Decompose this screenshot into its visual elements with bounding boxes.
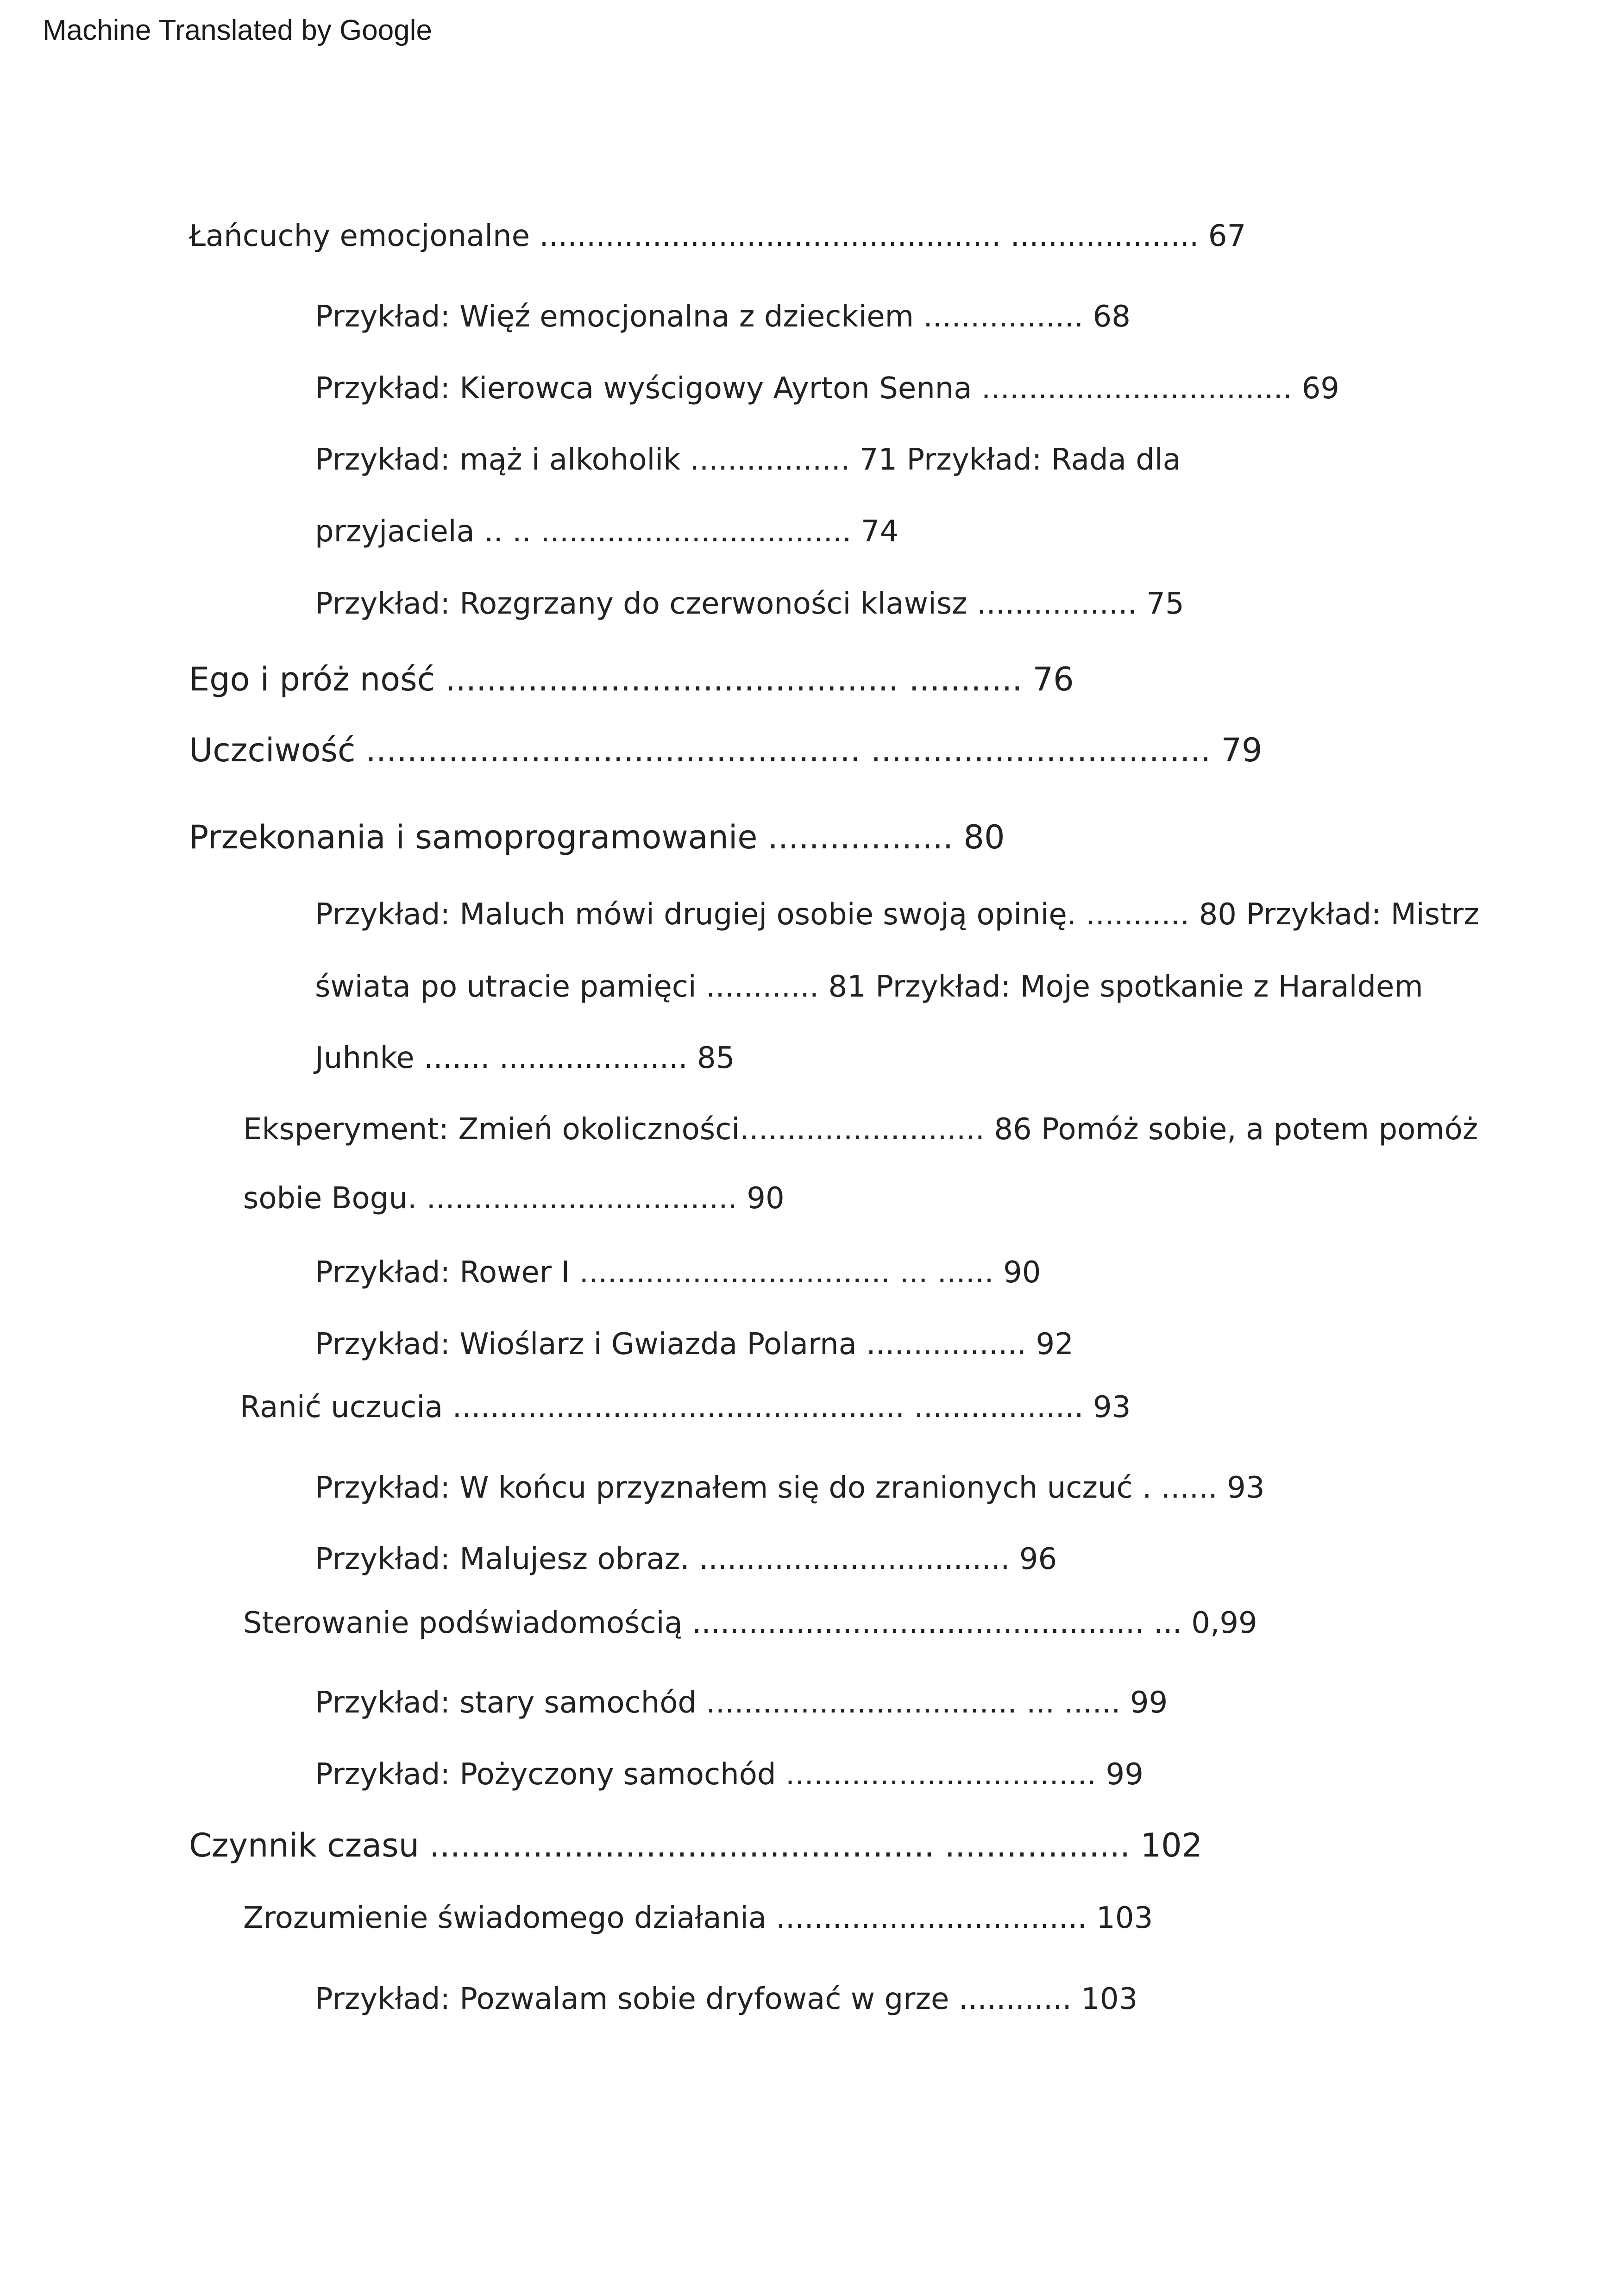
toc-entry: Przykład: Maluch mówi drugiej osobie swoją opinię. ........... 80 Przykład: Mistrz <box>315 897 1479 932</box>
machine-translation-banner: Machine Translated by Google <box>43 14 432 46</box>
toc-entry: Łańcuchy emocjonalne ................................................. .................... 67 <box>189 219 1246 253</box>
toc-entry: Eksperyment: Zmień okoliczności.......................... 86 Pomóż sobie, a potem pomóż <box>243 1112 1478 1147</box>
toc-entry: Przykład: Więź emocjonalna z dzieckiem ................. 68 <box>315 300 1131 334</box>
toc-entry: Przykład: mąż i alkoholik ................. 71 Przykład: Rada dla <box>315 443 1181 477</box>
toc-entry: Juhnke ....... .................... 85 <box>315 1041 735 1075</box>
toc-entry: Przykład: W końcu przyznałem się do zranionych uczuć . ...... 93 <box>315 1471 1265 1505</box>
toc-entry: Zrozumienie świadomego działania ................................. 103 <box>243 1901 1153 1935</box>
toc-entry: Przykład: Pożyczony samochód ................................. 99 <box>315 1757 1143 1792</box>
toc-entry: Ranić uczucia ................................................ .................. 93 <box>240 1390 1131 1424</box>
toc-entry: świata po utracie pamięci ............ 81 Przykład: Moje spotkanie z Haraldem <box>315 970 1423 1004</box>
toc-entry: sobie Bogu. ................................. 90 <box>243 1181 785 1216</box>
toc-entry: Czynnik czasu ................................................. .................. 102 <box>189 1826 1203 1864</box>
toc-entry: Przykład: Rozgrzany do czerwoności klawisz ................. 75 <box>315 587 1184 621</box>
toc-entry: Przekonania i samoprogramowanie .................. 80 <box>189 818 1005 856</box>
toc-entry: Ego i próż ność ............................................ ........... 76 <box>189 660 1074 698</box>
toc-entry: Przykład: Kierowca wyścigowy Ayrton Senna ................................. 69 <box>315 371 1339 406</box>
toc-entry: Przykład: stary samochód ................................. ... ...... 99 <box>315 1686 1168 1720</box>
toc-entry: Przykład: Pozwalam sobie dryfować w grze ............ 103 <box>315 1982 1138 2016</box>
toc-entry: Przykład: Malujesz obraz. ................................. 96 <box>315 1542 1057 1576</box>
toc-entry: Przykład: Wioślarz i Gwiazda Polarna ................. 92 <box>315 1327 1074 1361</box>
toc-entry: Przykład: Rower I ................................. ... ...... 90 <box>315 1255 1041 1290</box>
toc-entry: przyjaciela .. .. ................................. 74 <box>315 514 899 549</box>
toc-entry: Sterowanie podświadomością ................................................ ... 0,99 <box>243 1606 1257 1640</box>
toc-entry: Uczciwość ................................................ ................................. 79 <box>189 731 1263 769</box>
